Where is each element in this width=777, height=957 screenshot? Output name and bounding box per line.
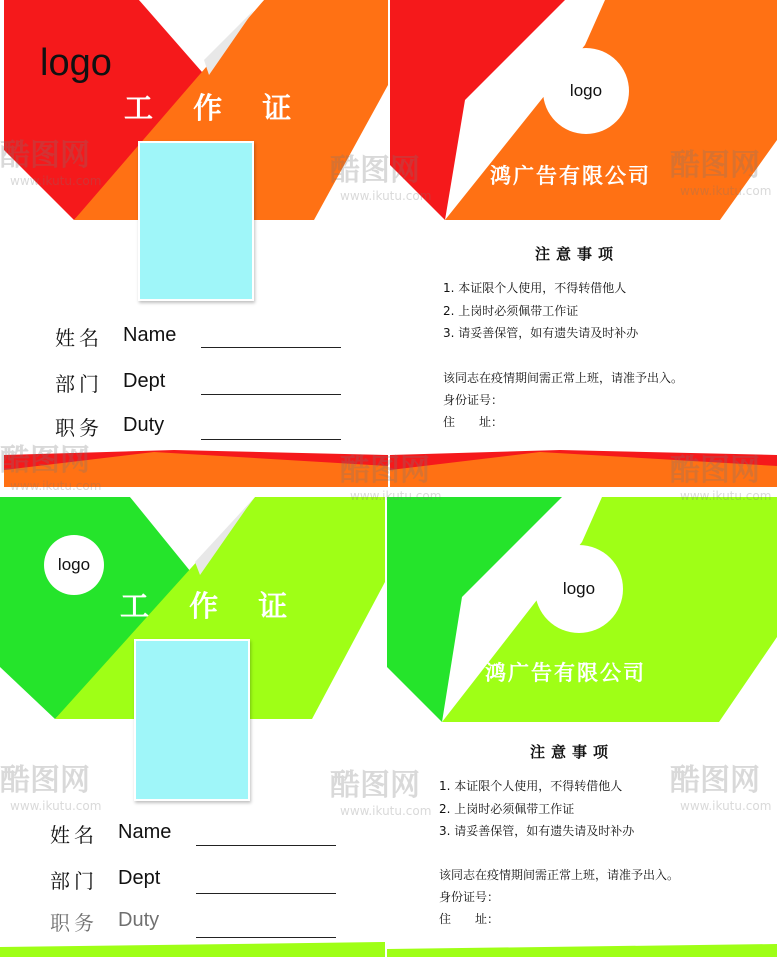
- duty-input-line[interactable]: [201, 439, 341, 440]
- logo-circle: [543, 48, 629, 134]
- dept-input-line[interactable]: [201, 394, 341, 395]
- field-label-name-en: Name: [118, 821, 172, 843]
- badge-back-red: [390, 0, 777, 487]
- badge-title: 工 作 证: [124, 91, 307, 125]
- company-name: 鸿广告有限公司: [485, 661, 646, 685]
- rule-3: 3. 请妥善保管，如有遗失请及时补办: [439, 824, 635, 838]
- company-name: 鸿广告有限公司: [490, 164, 651, 188]
- notice-title: 注意事项: [535, 245, 620, 263]
- logo-circle: [44, 535, 104, 595]
- logo-text: logo: [569, 81, 603, 100]
- field-label-name-en: Name: [123, 324, 177, 346]
- notice-title: 注意事项: [530, 743, 615, 761]
- rule-1: 1. 本证限个人使用，不得转借他人: [439, 779, 623, 793]
- watermark: 酷图网 www.ikutu.com: [670, 148, 772, 198]
- photo-placeholder: [134, 639, 250, 801]
- rule-3: 3. 请妥善保管，如有遗失请及时补办: [443, 326, 639, 340]
- badge-front-red: [4, 0, 388, 487]
- name-input-line[interactable]: [201, 347, 341, 348]
- logo-text: logo: [40, 42, 112, 84]
- address-label: 住 址：: [439, 912, 500, 926]
- watermark: 酷图网 www.ikutu.com: [670, 453, 772, 503]
- watermark: 酷图网 www.ikutu.com: [0, 443, 102, 493]
- rule-2: 2. 上岗时必须佩带工作证: [443, 304, 579, 318]
- field-label-duty-en: Duty: [123, 414, 165, 436]
- field-label-dept-en: Dept: [123, 370, 166, 392]
- id-number-label: 身份证号：: [443, 393, 504, 407]
- badge-back-green: [387, 497, 777, 957]
- field-label-name-cn: 姓名: [50, 823, 98, 847]
- dept-input-line[interactable]: [196, 893, 336, 894]
- watermark: 酷图网 www.ikutu.com: [0, 138, 102, 188]
- logo-text: logo: [562, 579, 596, 598]
- id-number-label: 身份证号：: [439, 890, 500, 904]
- watermark: 酷图网 www.ikutu.com: [0, 763, 102, 813]
- field-label-dept-en: Dept: [118, 867, 161, 889]
- rule-2: 2. 上岗时必须佩带工作证: [439, 802, 575, 816]
- duty-input-line[interactable]: [196, 937, 336, 938]
- watermark: 酷图网 www.ikutu.com: [330, 768, 432, 818]
- name-input-line[interactable]: [196, 845, 336, 846]
- watermark: 酷图网 www.ikutu.com: [670, 763, 772, 813]
- photo-placeholder: [138, 141, 254, 301]
- cert-statement: 该同志在疫情期间需正常上班，请准予出入。: [439, 868, 680, 882]
- field-label-duty-cn: 职务: [55, 416, 103, 440]
- watermark: 酷图网 www.ikutu.com: [340, 453, 442, 503]
- field-label-duty-en: Duty: [118, 909, 160, 931]
- badge-title: 工 作 证: [120, 589, 303, 623]
- field-label-dept-cn: 部门: [50, 869, 98, 893]
- cert-statement: 该同志在疫情期间需正常上班，请准予出入。: [443, 371, 684, 385]
- rule-1: 1. 本证限个人使用，不得转借他人: [443, 281, 627, 295]
- watermark: 酷图网 www.ikutu.com: [330, 153, 432, 203]
- field-label-duty-cn: 职务: [50, 911, 98, 935]
- address-label: 住 址：: [443, 415, 504, 429]
- field-label-dept-cn: 部门: [55, 372, 103, 396]
- badge-front-green: [0, 497, 385, 957]
- field-label-name-cn: 姓名: [55, 326, 103, 350]
- logo-text: logo: [57, 555, 91, 574]
- logo-circle: [535, 545, 623, 633]
